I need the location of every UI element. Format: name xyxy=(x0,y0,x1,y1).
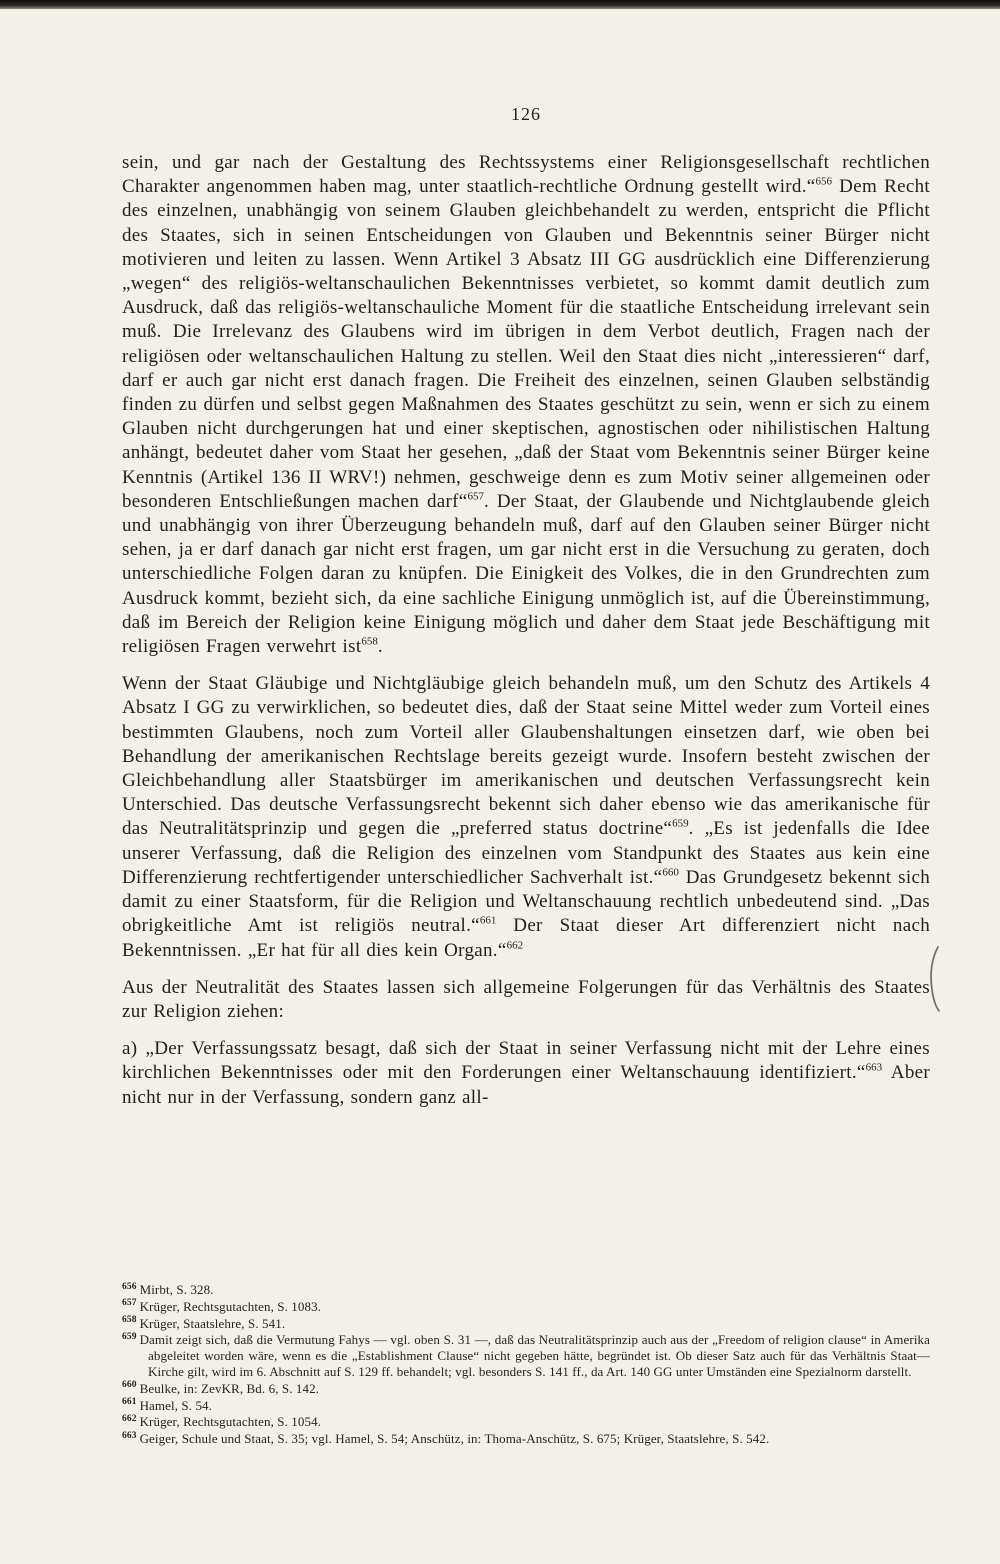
footnote-section xyxy=(122,1282,930,1448)
footnote-text: Geiger, Schule und Staat, S. 35; vgl. Hamel, S. 54; Anschütz, in: Thoma-Anschütz, S. 675; Krüger, Staatslehre, S. 542. xyxy=(139,1431,770,1447)
paragraph xyxy=(122,151,930,659)
footnote-reference: 656 xyxy=(815,175,833,188)
footnote-marker: 657 xyxy=(122,1298,137,1309)
footnote xyxy=(122,1398,930,1414)
footnote-marker: 660 xyxy=(122,1380,137,1391)
footnote xyxy=(122,1299,930,1315)
footnote-marker: 659 xyxy=(122,1332,137,1343)
page-number: 126 xyxy=(511,104,541,124)
footnote-marker: 662 xyxy=(122,1414,137,1425)
footnote xyxy=(122,1316,930,1332)
text-run: a) „Der Verfassungssatz besagt, daß sich der Staat in seiner Verfassung nicht mit der Lehre eines kirchlichen Bekenntnisses oder mit den Forderungen einer Weltanschauung identifiziert.“ xyxy=(122,1038,930,1084)
footnote-text: Krüger, Staatslehre, S. 541. xyxy=(139,1315,286,1331)
footnote xyxy=(122,1332,930,1379)
footnote-reference: 661 xyxy=(479,914,497,927)
book-page xyxy=(122,0,930,1110)
footnote-text: Beulke, in: ZevKR, Bd. 6, S. 142. xyxy=(139,1380,320,1396)
text-run: . Der Staat, der Glaubende und Nichtglaubende gleich und unabhängig von ihrer Überzeugung behandeln muß, darf auf den Glauben seiner Bürger nicht sehen, ja er darf danach gar nicht erst fragen, um gar nicht erst in die Versuchung zu geraten, doch unterschiedliche Folgen daran zu knüpfen. Die Einigkeit des Volkes, die in den Grundrechten zum Ausdruck kommt, bezieht sich, da eine sachliche Einigung unmöglich ist, auf die Übereinstimmung, daß im Bereich der Religion keine Einigung möglich und daher dem Staat jede Beschäftigung mit religiösen Fragen verwehrt ist xyxy=(122,490,930,658)
text-run: Der Staat dieser Art differenziert nicht nach Bekenntnissen. „Er hat für all dies kein Organ.“ xyxy=(122,915,930,961)
footnote-marker: 663 xyxy=(122,1430,137,1441)
footnote-reference: 659 xyxy=(672,818,689,831)
footnote-text: Mirbt, S. 328. xyxy=(139,1282,214,1297)
footnote-marker: 658 xyxy=(122,1315,137,1326)
footnote-marker: 656 xyxy=(122,1281,137,1292)
footnote-text: Krüger, Rechtsgutachten, S. 1083. xyxy=(139,1298,322,1314)
text-run: Aus der Neutralität des Staates lassen sich allgemeine Folgerungen für das Verhältnis des Staates zur Religion ziehen: xyxy=(122,976,930,1022)
footnote-reference: 662 xyxy=(506,939,524,952)
footnote xyxy=(122,1414,930,1430)
text-run: Dem Recht des einzelnen, unabhängig von seinem Glauben gleichbehandelt zu werden, entspricht die Pflicht des Staates, sich in seinen Entscheidungen von Glauben und Bekenntnis seiner Bürger nicht motivieren und leiten zu lassen. Wenn Artikel 3 Absatz III GG ausdrücklich eine Differenzierung „wegen“ des religiös-weltanschaulichen Bekenntnisses verbietet, so kommt damit deutlich zum Ausdruck, daß das religiös-weltanschauliche Moment für die staatliche Entscheidung irrelevant sein muß. Die Irrelevanz des Glaubens wird im übrigen in dem Verbot deutlich, Fragen nach der religiösen oder weltanschaulichen Haltung zu stellen. Weil den Staat dies nicht „interessieren“ darf, darf er auch gar nicht erst danach fragen. Die Freiheit des einzelnen, seinen Glauben selbständig finden zu dürfen und selbst gegen Maßnahmen des Staates geschützt zu sein, wenn er sich zu einem Glauben nicht durchgerungen hat und einer skeptischen, agnostischen oder nihilistischen Haltung anhängt, bedeutet daher vom Staat her gesehen, „daß der Staat vom Bekenntnis seiner Bürger keine Kenntnis (Artikel 136 II WRV!) nehmen, geschweige denn es zum Motiv seiner allgemeinen oder besonderen Entschließungen machen darf“ xyxy=(122,176,930,512)
text-run: . „Es ist jedenfalls die Idee unserer Verfassung, daß die Religion des einzelnen vom Standpunkt des Staates aus kein eine Differenzierung rechtfertigender unterschiedlicher Sachverhalt ist.“ xyxy=(122,818,930,888)
body-text xyxy=(122,151,930,1110)
text-run: Aber nicht nur in der Verfassung, sondern ganz all- xyxy=(122,1062,930,1108)
margin-pen-mark xyxy=(926,944,942,1014)
footnote-reference: 658 xyxy=(361,635,378,648)
paragraph xyxy=(122,1037,930,1110)
footnote-marker: 661 xyxy=(122,1397,137,1408)
footnote-text: Krüger, Rechtsgutachten, S. 1054. xyxy=(139,1414,322,1430)
footnote-reference: 660 xyxy=(662,866,679,879)
text-run: sein, und gar nach der Gestaltung des Rechtssystems einer Religionsgesellschaft rechtlichen Charakter angenommen haben mag, unter staatlich-rechtliche Ordnung gestellt wird.“ xyxy=(122,152,930,198)
footnote xyxy=(122,1381,930,1397)
footnote xyxy=(122,1282,930,1298)
footnote-reference: 663 xyxy=(865,1061,883,1074)
paragraph xyxy=(122,672,930,962)
paragraph xyxy=(122,976,930,1024)
text-run: Wenn der Staat Gläubige und Nichtgläubige gleich behandeln muß, um den Schutz des Artikels 4 Absatz I GG zu verwirklichen, so bedeutet dies, daß der Staat seine Mittel weder zum Vorteil eines bestimmten Glaubens, noch zum Vorteil aller Glaubenshaltungen einsetzen darf, wie oben bei Behandlung der amerikanischen Rechtslage bereits gezeigt wurde. Insofern besteht zwischen der Gleichbehandlung aller Staatsbürger im amerikanischen und deutschen Verfassungsrecht kein Unterschied. Das deutsche Verfassungsrecht bekennt sich daher ebenso wie das amerikanische für das Neutralitätsprinzip und gegen die „preferred status doctrine“ xyxy=(122,673,930,840)
footnote xyxy=(122,1431,930,1447)
text-run: . xyxy=(377,636,383,658)
text-run: Das Grundgesetz bekennt sich damit zu einer Staatsform, für die Religion und Weltanschauung rechtlich unbedeutend sind. „Das obrigkeitliche Amt ist religiös neutral.“ xyxy=(122,866,930,937)
footnote-text: Damit zeigt sich, daß die Vermutung Fahys — vgl. oben S. 31 —, daß das Neutralitätsprinzip auch aus der „Freedom of religion clause“ in Amerika abgeleitet worden wäre, wenn es die „Establishment Clause“ nicht gegeben hätte, begründet ist. Ob dieser Satz auch für das Verhältnis Staat—Kirche gilt, wird im 6. Abschnitt auf S. 129 ff. behandelt; vgl. besonders S. 141 ff., da Art. 140 GG unter Umständen eine Spezialnorm darstellt. xyxy=(139,1332,930,1379)
footnote-text: Hamel, S. 54. xyxy=(139,1397,212,1413)
footnote-reference: 657 xyxy=(467,490,485,503)
